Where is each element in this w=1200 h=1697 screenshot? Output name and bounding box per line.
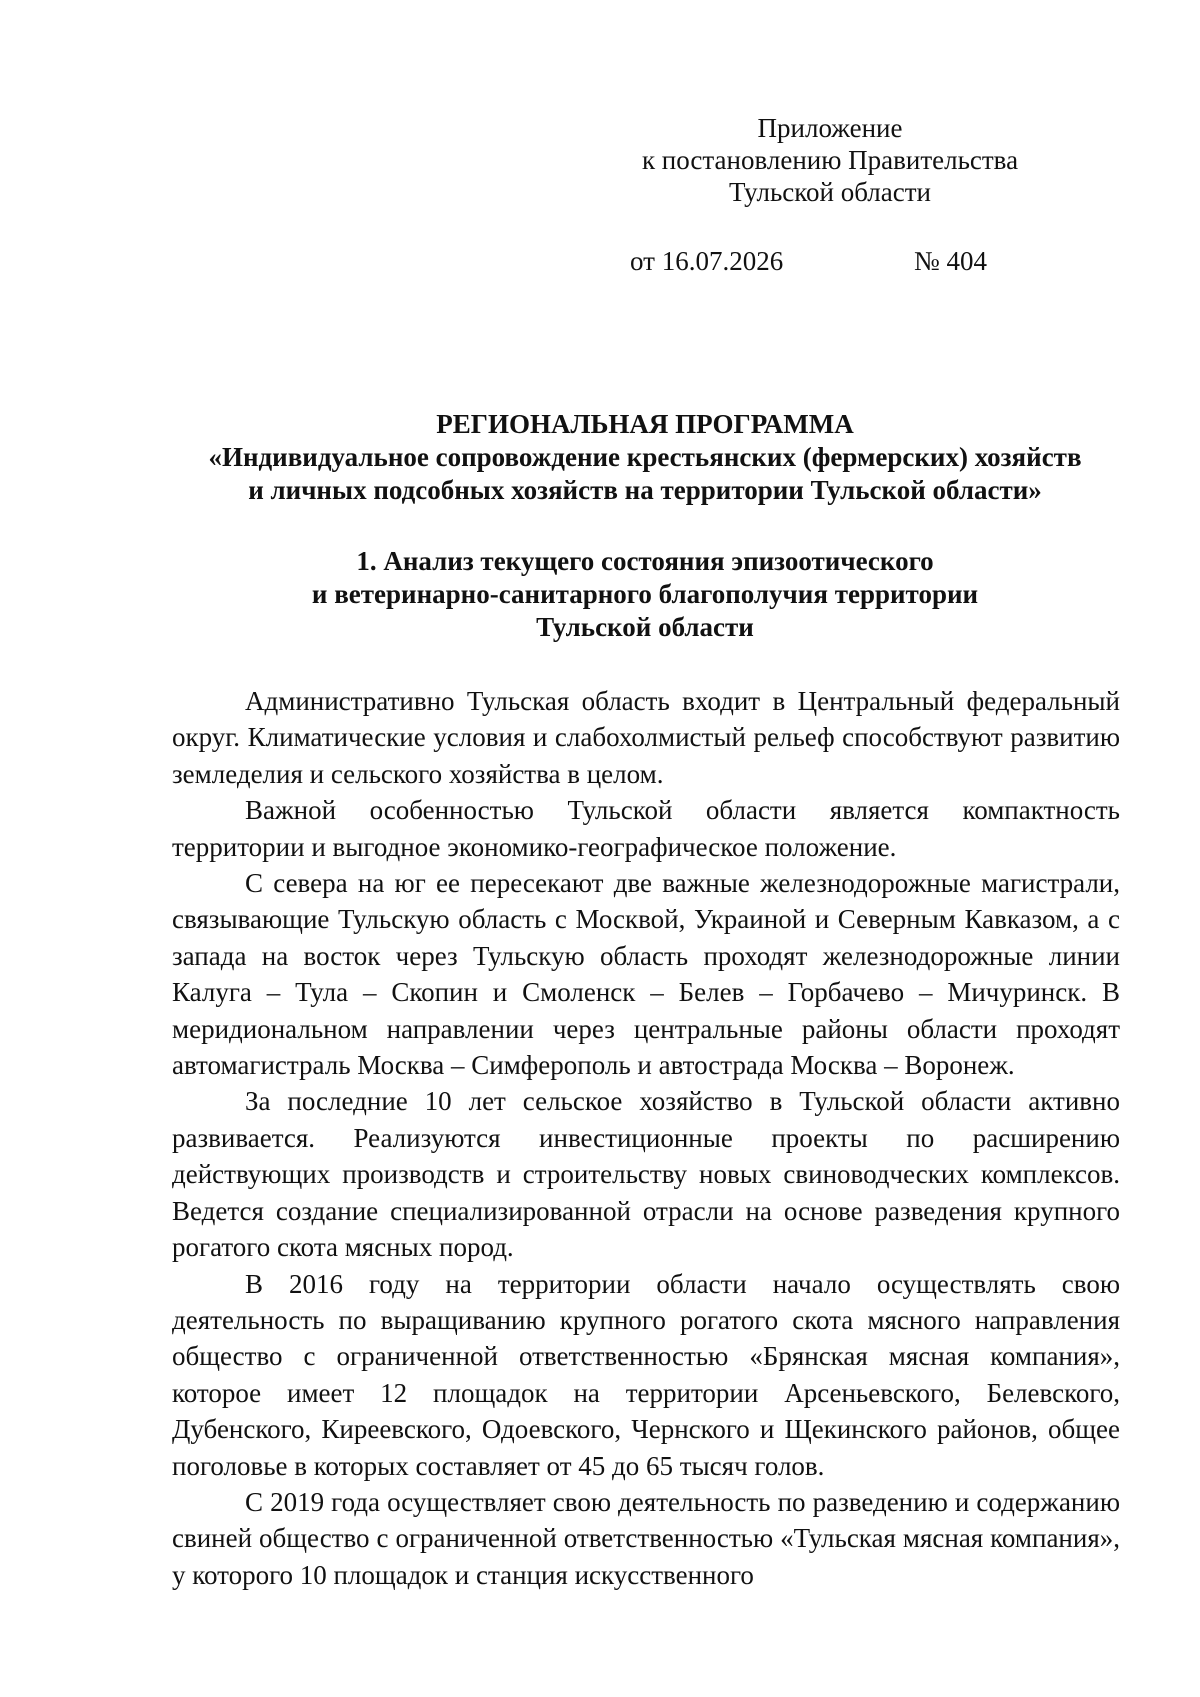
paragraph: В 2016 году на территории области начало осуществлять свою деятельность по выращиванию крупного рогатого скота мясного направления общество с ограниченной ответственностью «Брянская мясная компания», которое имеет 12 площадок на территории Арсеньевского, Белевского, Дубенского, Киреевского, Одоевского, Чернского и Щекинского районов, общее поголовье в которых составляет от 45 до 65 тысяч голов. xyxy=(172,1268,1120,1481)
paragraph: С севера на юг ее пересекают две важные железнодорожные магистрали, связывающие Тульскую область с Москвой, Украиной и Северным Кавказом, а с запада на восток через Тульскую область проходят железнодорожные линии Калуга – Тула – Скопин и Смоленск – Белев – Горбачево – Мичуринск. В меридиональном направлении через центральные районы области проходят автомагистраль Москва – Симферополь и автострада Москва – Воронеж. xyxy=(172,868,1120,1081)
body-text xyxy=(172,683,1120,1593)
paragraph: С 2019 года осуществляет свою деятельность по разведению и содержанию свиней общество с ограниченной ответственностью «Тульская мясная компания», у которого 10 площадок и станция искусственного xyxy=(172,1486,1120,1590)
program-title xyxy=(150,408,1140,507)
paragraph: Важной особенностью Тульской области является компактность территории и выгодное экономико-географическое положение. xyxy=(172,795,1120,862)
annex-line: Приложение xyxy=(757,113,903,143)
program-title-line: «Индивидуальное сопровождение крестьянских (фермерских) хозяйств xyxy=(208,442,1082,472)
section-heading-line: 1. Анализ текущего состояния эпизоотического xyxy=(356,546,934,576)
paragraph: Административно Тульская область входит в Центральный федеральный округ. Климатические условия и слабохолмистый рельеф способствуют развитию земледелия и сельского хозяйства в целом. xyxy=(172,686,1120,789)
annex-date: от 16.07.2026 xyxy=(630,246,784,276)
annex-header xyxy=(610,112,1050,208)
paragraph: За последние 10 лет сельское хозяйство в Тульской области активно развивается. Реализуются инвестиционные проекты по расширению действующих производств и строительству новых свиноводческих комплексов. Ведется создание специализированной отрасли на основе разведения крупного рогатого скота мясных пород. xyxy=(172,1086,1120,1263)
annex-number: № 404 xyxy=(914,246,988,276)
program-title-line: РЕГИОНАЛЬНАЯ ПРОГРАММА xyxy=(436,409,854,439)
annex-line: Тульской области xyxy=(729,177,931,207)
section-heading-line: и ветеринарно-санитарного благополучия территории xyxy=(311,579,979,609)
section-heading xyxy=(150,545,1140,644)
section-heading-line: Тульской области xyxy=(536,612,754,642)
program-title-line: и личных подсобных хозяйств на территории Тульской области» xyxy=(248,475,1042,505)
annex-line: к постановлению Правительства xyxy=(641,145,1019,175)
